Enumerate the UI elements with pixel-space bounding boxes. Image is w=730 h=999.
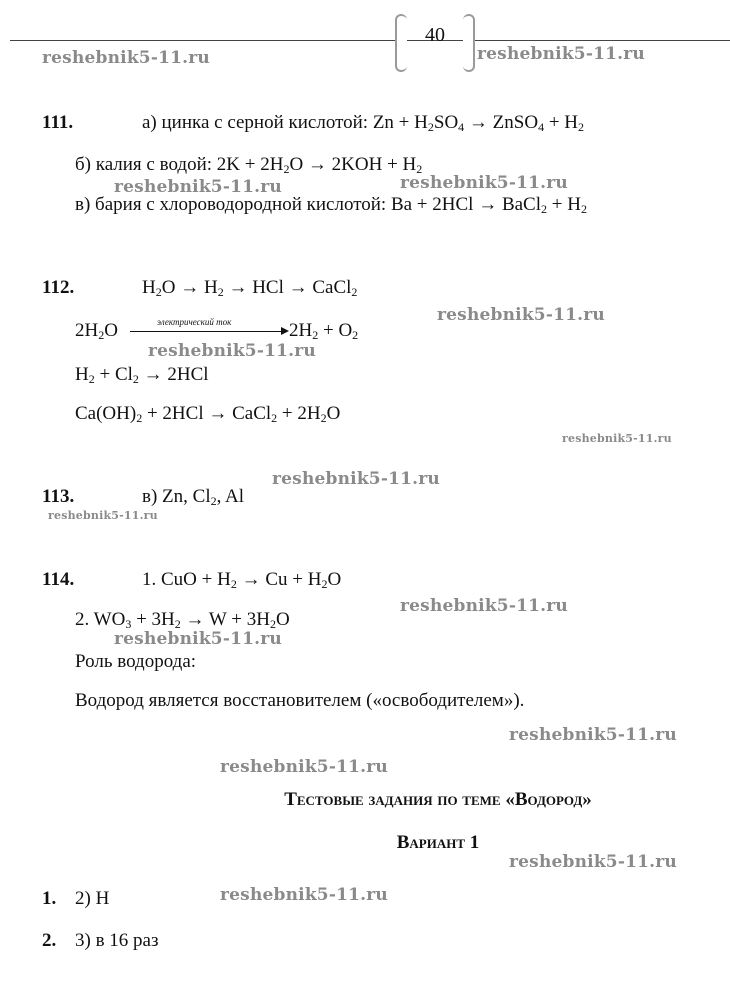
watermark: reshebnik5-11.ru [220, 757, 388, 777]
test-section-title: Тестовые задания по теме «Водород» [284, 789, 592, 810]
watermark: reshebnik5-11.ru [114, 177, 282, 197]
watermark: reshebnik5-11.ru [42, 48, 210, 68]
watermark: reshebnik5-11.ru [509, 725, 677, 745]
p112-eq2: $H_2 + Cl_2 \to 2HCl$ [75, 364, 209, 386]
watermark: reshebnik5-11.ru [48, 509, 158, 522]
variant-title: Вариант 1 [396, 832, 480, 853]
problem-number-113: 113. [42, 486, 75, 507]
reaction-arrow-head [281, 327, 289, 335]
test-answer-number: 2. [42, 930, 57, 951]
watermark: reshebnik5-11.ru [220, 885, 388, 905]
watermark: reshebnik5-11.ru [272, 469, 440, 489]
watermark: reshebnik5-11.ru [400, 173, 568, 193]
p112-eq1-left: $2H_2O$ [75, 320, 118, 342]
p114-eq1: 1. CuO + $H_2 \to Cu + H_2O$ [142, 569, 342, 591]
reaction-arrow-line [130, 331, 282, 332]
watermark: reshebnik5-11.ru [477, 44, 645, 64]
p111-answer-a: а) цинка с серной кислотой: $Zn + H_2SO_4$ → ZnSO$_4$ + $H_2$ [142, 112, 585, 134]
watermark: reshebnik5-11.ru [148, 341, 316, 361]
p114-role-label: Роль водорода: [75, 651, 197, 672]
p114-eq2: 2. $WO_3 + 3H_2 \to W + 3H_2O$ [75, 609, 290, 631]
p111-answer-v: в) бария с хлороводородной кислотой: Ba + 2HCl → BaCl$_2$ + $H_2$ [75, 194, 587, 216]
watermark: reshebnik5-11.ru [562, 432, 672, 445]
problem-number-112: 112. [42, 277, 75, 298]
p112-eq3: $Ca(OH)_2 + 2HCl$ → CaCl$_2$ + $2H_2O$ [75, 403, 341, 425]
header-rule [10, 40, 730, 41]
test-answer-number: 1. [42, 888, 57, 909]
watermark: reshebnik5-11.ru [114, 629, 282, 649]
p114-role-text: Водород является восстановителем («освободителем»). [75, 690, 525, 711]
watermark: reshebnik5-11.ru [437, 305, 605, 325]
watermark: reshebnik5-11.ru [400, 596, 568, 616]
p111-answer-b: б) калия с водой: $2K + 2H_2O \to 2KOH + H_2$ [75, 154, 423, 176]
test-answer-text: 3) в 16 раз [75, 930, 159, 951]
p112-eq1-condition: электрический ток [157, 317, 232, 327]
problem-number-111: 111. [42, 112, 74, 133]
test-answer-text: 2) H [75, 888, 110, 909]
p113-answer: в) Zn, $Cl_2$, Al [142, 486, 245, 508]
page-number: 40 [425, 24, 445, 46]
watermark: reshebnik5-11.ru [509, 852, 677, 872]
p112-chain: $H_2O \to H_2$ → HCl → CaCl$_2$ [142, 277, 358, 299]
problem-number-114: 114. [42, 569, 75, 590]
p112-eq1-right: $2H_2 + O_2$ [289, 320, 359, 342]
